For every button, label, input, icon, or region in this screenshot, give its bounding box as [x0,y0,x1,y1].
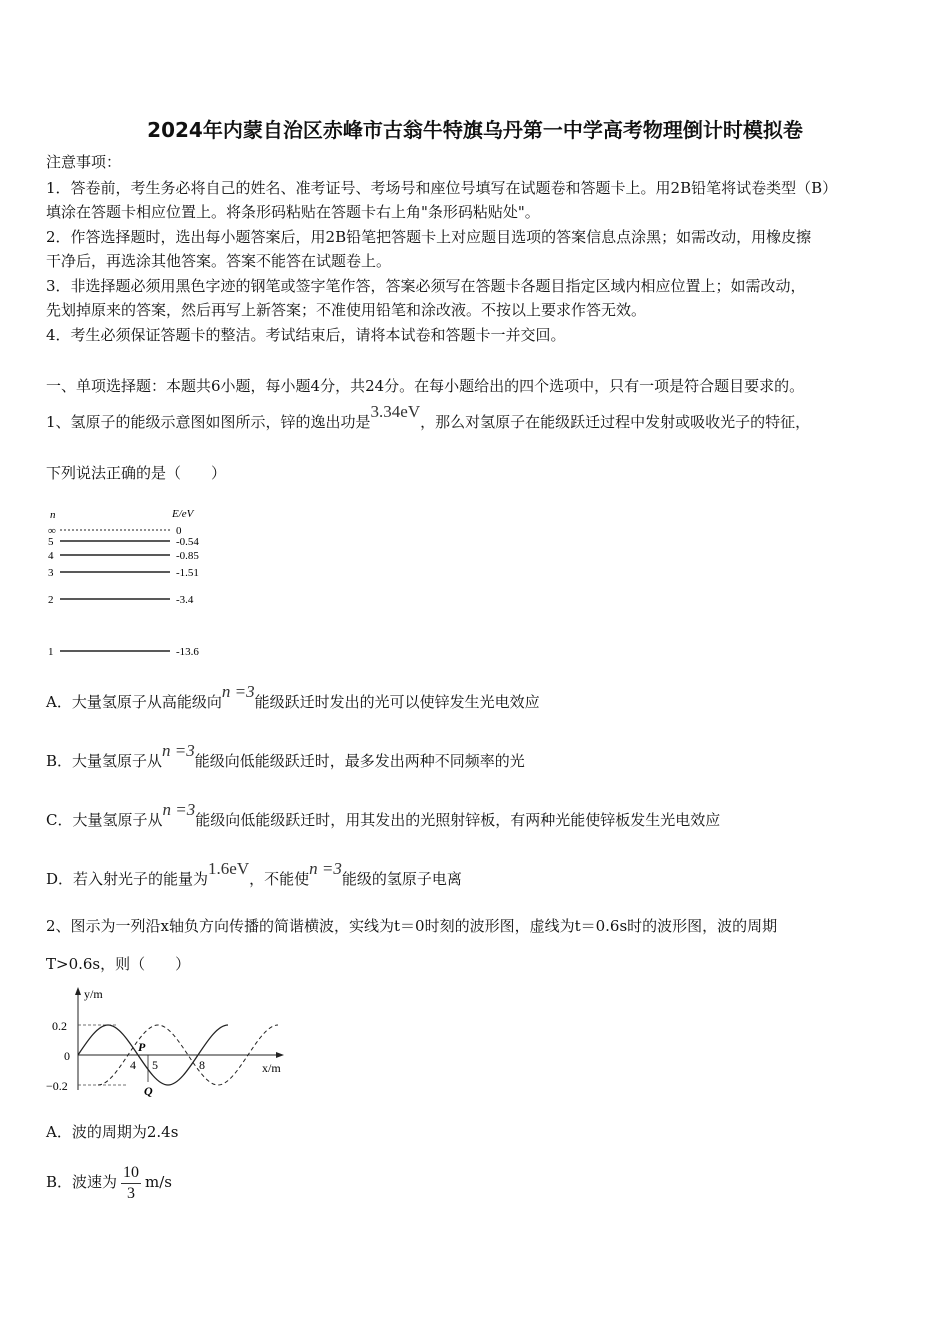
diagram-e-label: E/eV [172,508,194,520]
q1-stem-b: ，那么对氢原子在能级跃迁过程中发射或吸收光子的特征， [420,413,811,431]
level-energy-label: -3.4 [176,594,194,606]
wave-graph [40,982,300,1097]
option-d-math: 1.6eV [208,859,250,878]
notice-line: 1．答卷前，考生务必将自己的姓名、准考证号、考场号和座位号填写在试题卷和答题卡上。用2B铅笔将试卷类型（B） [46,179,838,197]
q1-option-c [46,800,721,830]
option-a-text-post: 能级跃迁时发出的光可以使锌发生光电效应 [254,693,540,711]
level-energy-label: -1.51 [176,567,199,579]
option-b-text-post: 能级向低能级跃迁时，最多发出两种不同频率的光 [194,752,525,770]
fraction-numerator: 10 [121,1163,141,1184]
notice-heading: 注意事项： [46,153,122,171]
x-tick: 4 [130,1058,136,1072]
level-energy-label: -13.6 [176,646,199,658]
level-energy-label: 0 [176,525,182,537]
level-energy-label: -0.85 [176,550,199,562]
q2-option-a: A．波的周期为2.4s [46,1123,179,1141]
notice-line: 干净后，再选涂其他答案。答案不能答在试题卷上。 [46,252,392,270]
option-b-text: B．大量氢原子从 [46,752,163,770]
q1-option-a [46,682,540,712]
option-d-math2: n =3 [309,859,342,878]
option-d-text-mid: ，不能使 [249,870,310,888]
option-a-text: A．大量氢原子从高能级向 [46,693,222,711]
option-a-math: n =3 [221,682,255,701]
x-tick: 5 [152,1058,158,1072]
level-n-label: 5 [48,536,54,548]
point-p-label: P [138,1040,146,1054]
q1-option-b [46,741,525,771]
question-1-stem [46,402,811,432]
q1-stem-a: 1、氢原子的能级示意图如图所示，锌的逸出功是 [46,413,371,431]
q1-option-d [46,859,462,889]
q1-stem-c: 下列说法正确的是（ ） [46,464,227,482]
level-n-label: 2 [48,594,54,606]
y-tick: 0.2 [52,1019,67,1033]
option-b-text: B．波速为 [46,1173,118,1191]
question-2-stem-b: T>0.6s，则（ ） [46,955,191,973]
option-b-unit: m/s [145,1173,173,1191]
fraction-denominator: 3 [127,1184,136,1202]
notice-line: 先划掉原来的答案，然后再写上新答案；不准使用铅笔和涂改液。不按以上要求作答无效。 [46,301,647,319]
level-n-label: 4 [48,550,54,562]
notice-line: 3．非选择题必须用黑色字迹的钢笔或签字笔作答，答案必须写在答题卡各题目指定区域内相应位置上；如需改动， [46,277,806,295]
option-c-text-post: 能级向低能级跃迁时，用其发出的光照射锌板，有两种光能使锌板发生光电效应 [195,811,721,829]
level-energy-label: -0.54 [176,536,199,548]
x-tick: 8 [199,1058,205,1072]
page-title: 2024年内蒙自治区赤峰市古翁牛特旗乌丹第一中学高考物理倒计时模拟卷 [147,118,803,142]
work-function-value: 3.34eV [370,402,421,421]
notice-line: 4．考生必须保证答题卡的整洁。考试结束后，请将本试卷和答题卡一并交回。 [46,326,566,344]
option-d-text-post: 能级的氢原子电离 [341,870,462,888]
level-n-label: 3 [48,567,54,579]
y-axis-label: y/m [84,987,103,1001]
notice-line: 填涂在答题卡相应位置上。将条形码粘贴在答题卡右上角"条形码粘贴处"。 [46,203,540,221]
level-n-label: 1 [48,646,54,658]
option-d-text: D．若入射光子的能量为 [46,870,209,888]
energy-level-diagram [40,500,240,670]
notice-line: 2．作答选择题时，选出每小题答案后，用2B铅笔把答题卡上对应题目选项的答案信息点涂黑；如需改动，用橡皮擦 [46,228,812,246]
point-q-label: Q [144,1084,153,1097]
y-axis-arrow [75,987,81,995]
question-2-stem: 2、图示为一列沿x轴负方向传播的简谐横波，实线为t＝0时刻的波形图，虚线为t＝0.6s时的波形图，波的周期 [46,917,778,935]
option-b-math: n =3 [162,741,195,760]
y-tick: −0.2 [46,1079,68,1093]
x-axis-arrow [276,1052,284,1058]
option-c-math: n =3 [162,800,196,819]
diagram-n-label: n [50,509,56,521]
x-axis-label: x/m [262,1061,281,1075]
q2-option-b [46,1162,172,1204]
y-tick: 0 [64,1049,70,1063]
section-heading: 一、单项选择题：本题共6小题，每小题4分，共24分。在每小题给出的四个选项中，只有一项是符合题目要求的。 [46,377,805,395]
fraction [121,1163,141,1204]
option-c-text: C．大量氢原子从 [46,811,163,829]
level-n-label: ∞ [48,525,56,537]
